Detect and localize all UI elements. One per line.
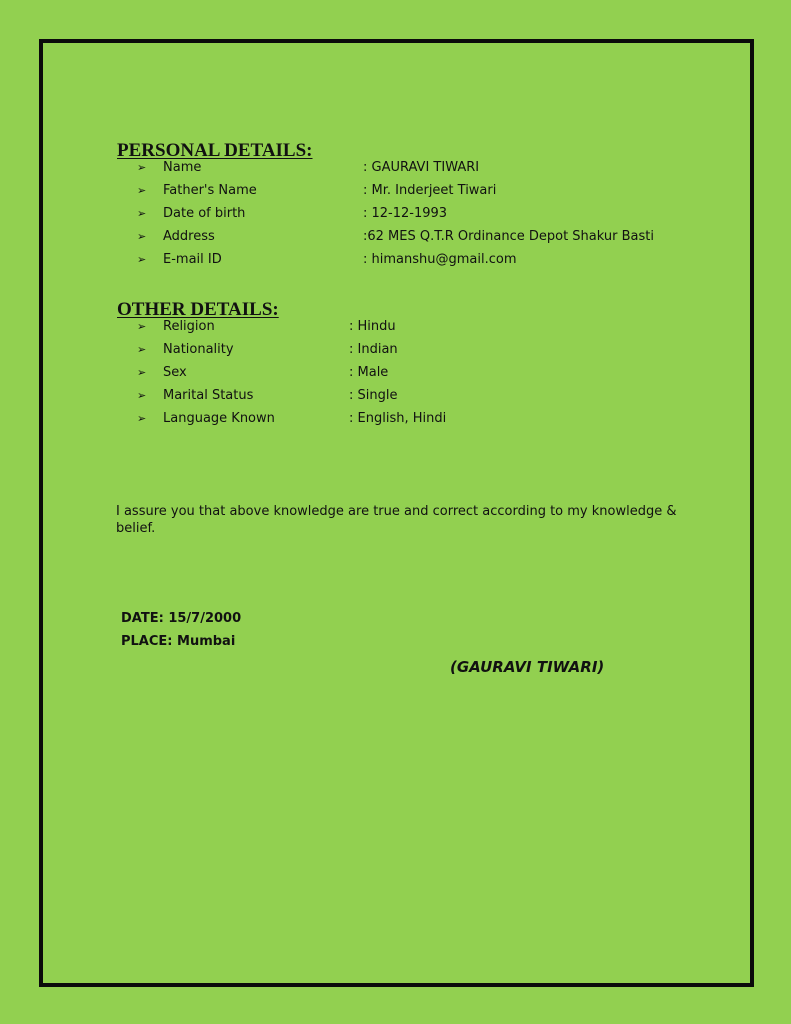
row-value: : Hindu [349, 319, 396, 334]
arrow-bullet-icon: ➢ [137, 412, 147, 425]
row-label: Language Known [163, 411, 275, 426]
other-details-heading: OTHER DETAILS: [117, 299, 279, 320]
arrow-bullet-icon: ➢ [137, 207, 147, 220]
row-value: : Single [349, 388, 398, 403]
row-label: Religion [163, 319, 215, 334]
row-value: : 12-12-1993 [363, 206, 448, 221]
row-label: Sex [163, 365, 187, 380]
row-value: :62 MES Q.T.R Ordinance Depot Shakur Basti [363, 229, 654, 244]
row-label: Father's Name [163, 183, 257, 198]
row-value: : Male [349, 365, 389, 380]
row-label: Nationality [163, 342, 234, 357]
row-value: : himanshu@gmail.com [363, 252, 517, 267]
place-line: PLACE: Mumbai [121, 634, 236, 649]
row-label: Name [163, 160, 202, 175]
declaration-text: I assure you that above knowledge are true and correct according to my knowledge & belief. [116, 504, 677, 536]
arrow-bullet-icon: ➢ [137, 389, 147, 402]
arrow-bullet-icon: ➢ [137, 366, 147, 379]
row-label: E-mail ID [163, 252, 222, 267]
personal-details-heading: PERSONAL DETAILS: [117, 140, 313, 161]
row-value: : GAURAVI TIWARI [363, 160, 480, 175]
arrow-bullet-icon: ➢ [137, 184, 147, 197]
row-label: Date of birth [163, 206, 246, 221]
signature-name: (GAURAVI TIWARI) [450, 658, 605, 676]
arrow-bullet-icon: ➢ [137, 320, 147, 333]
row-label: Marital Status [163, 388, 254, 403]
row-value: : Indian [349, 342, 398, 357]
arrow-bullet-icon: ➢ [137, 343, 147, 356]
arrow-bullet-icon: ➢ [137, 161, 147, 174]
arrow-bullet-icon: ➢ [137, 253, 147, 266]
row-label: Address [163, 229, 215, 244]
row-value: : Mr. Inderjeet Tiwari [363, 183, 497, 198]
date-line: DATE: 15/7/2000 [121, 611, 242, 626]
arrow-bullet-icon: ➢ [137, 230, 147, 243]
row-value: : English, Hindi [349, 411, 447, 426]
